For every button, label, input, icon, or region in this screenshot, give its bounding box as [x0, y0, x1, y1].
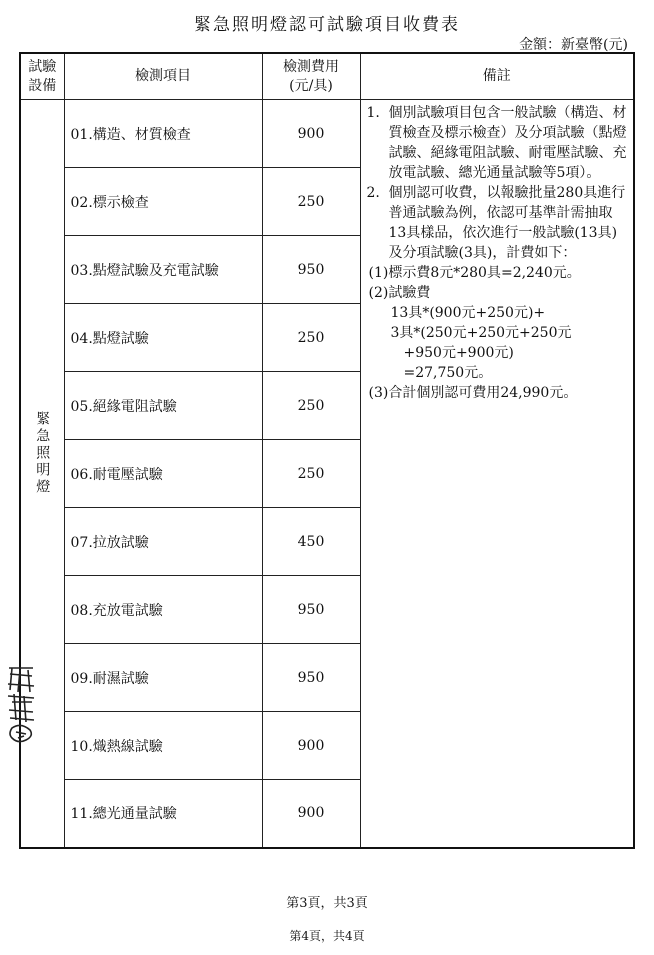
header-notes: 備註: [360, 53, 634, 100]
header-fee: 檢測費用(元/具): [262, 53, 360, 100]
fee-cell: 250: [262, 304, 360, 372]
fee-cell: 250: [262, 168, 360, 236]
seal-stamp-icon: [4, 664, 38, 746]
fee-cell: 250: [262, 440, 360, 508]
item-cell: 08.充放電試驗: [64, 576, 262, 644]
calc-line-2a: 13具*(900元+250元)+: [390, 305, 546, 321]
currency-note: 金額：新臺幣(元): [519, 37, 628, 53]
calc-line-2d: =27,750元。: [403, 365, 493, 381]
item-cell: 10.熾熱線試驗: [64, 712, 262, 780]
equipment-label: 緊急照明燈: [34, 410, 51, 496]
item-cell: 06.耐電壓試驗: [64, 440, 262, 508]
fee-cell: 900: [262, 780, 360, 848]
table-row: [20, 100, 634, 168]
fee-cell: 900: [262, 100, 360, 168]
item-cell: 11.總光通量試驗: [64, 780, 262, 848]
note-1: [367, 103, 628, 183]
notes-cell: [360, 100, 634, 848]
calc-line-2: (2)試驗費: [368, 285, 431, 301]
fee-cell: 250: [262, 372, 360, 440]
document-title: 緊急照明燈認可試驗項目收費表: [194, 15, 460, 35]
header-item: 檢測項目: [64, 53, 262, 100]
calc-line-2b: 3具*(250元+250元+250元: [390, 325, 572, 341]
item-cell: 03.點燈試驗及充電試驗: [64, 236, 262, 304]
fee-cell: 900: [262, 712, 360, 780]
fee-cell: 950: [262, 236, 360, 304]
item-cell: 05.絕緣電阻試驗: [64, 372, 262, 440]
note-1-text: 個別試驗項目包含一般試驗（構造、材質檢查及標示檢查）及分項試驗（點燈試驗、絕緣電阻試驗、耐電壓試驗、充放電試驗、總光通量試驗等5項）。: [388, 105, 627, 181]
header-equipment: 試驗設備: [20, 53, 64, 100]
item-cell: 02.標示檢查: [64, 168, 262, 236]
note-1-number: 1.: [366, 105, 380, 121]
page-number-primary: 第3頁，共3頁: [286, 896, 368, 911]
page-number-secondary: 第4頁，共4頁: [289, 929, 365, 943]
note-2: [367, 183, 628, 263]
calc-line-2c: +950元+900元): [403, 345, 514, 361]
item-cell: 07.拉放試驗: [64, 508, 262, 576]
fee-cell: 950: [262, 576, 360, 644]
fee-cell: 450: [262, 508, 360, 576]
fee-cell: 950: [262, 644, 360, 712]
calc-line-3: (3)合計個別認可費用24,990元。: [368, 385, 578, 401]
header-row: [20, 53, 634, 100]
fee-calculation: [367, 263, 628, 403]
note-2-text: 個別認可收費，以報驗批量280具進行普通試驗為例，依認可基準計需抽取13具樣品，依次進行一般試驗(13具)及分項試驗(3具)，計費如下：: [388, 185, 626, 261]
fee-table: [19, 52, 635, 849]
item-cell: 09.耐濕試驗: [64, 644, 262, 712]
calc-line-1: (1)標示費8元*280具=2,240元。: [368, 265, 581, 281]
note-2-number: 2.: [366, 185, 380, 201]
item-cell: 04.點燈試驗: [64, 304, 262, 372]
item-cell: 01.構造、材質檢查: [64, 100, 262, 168]
